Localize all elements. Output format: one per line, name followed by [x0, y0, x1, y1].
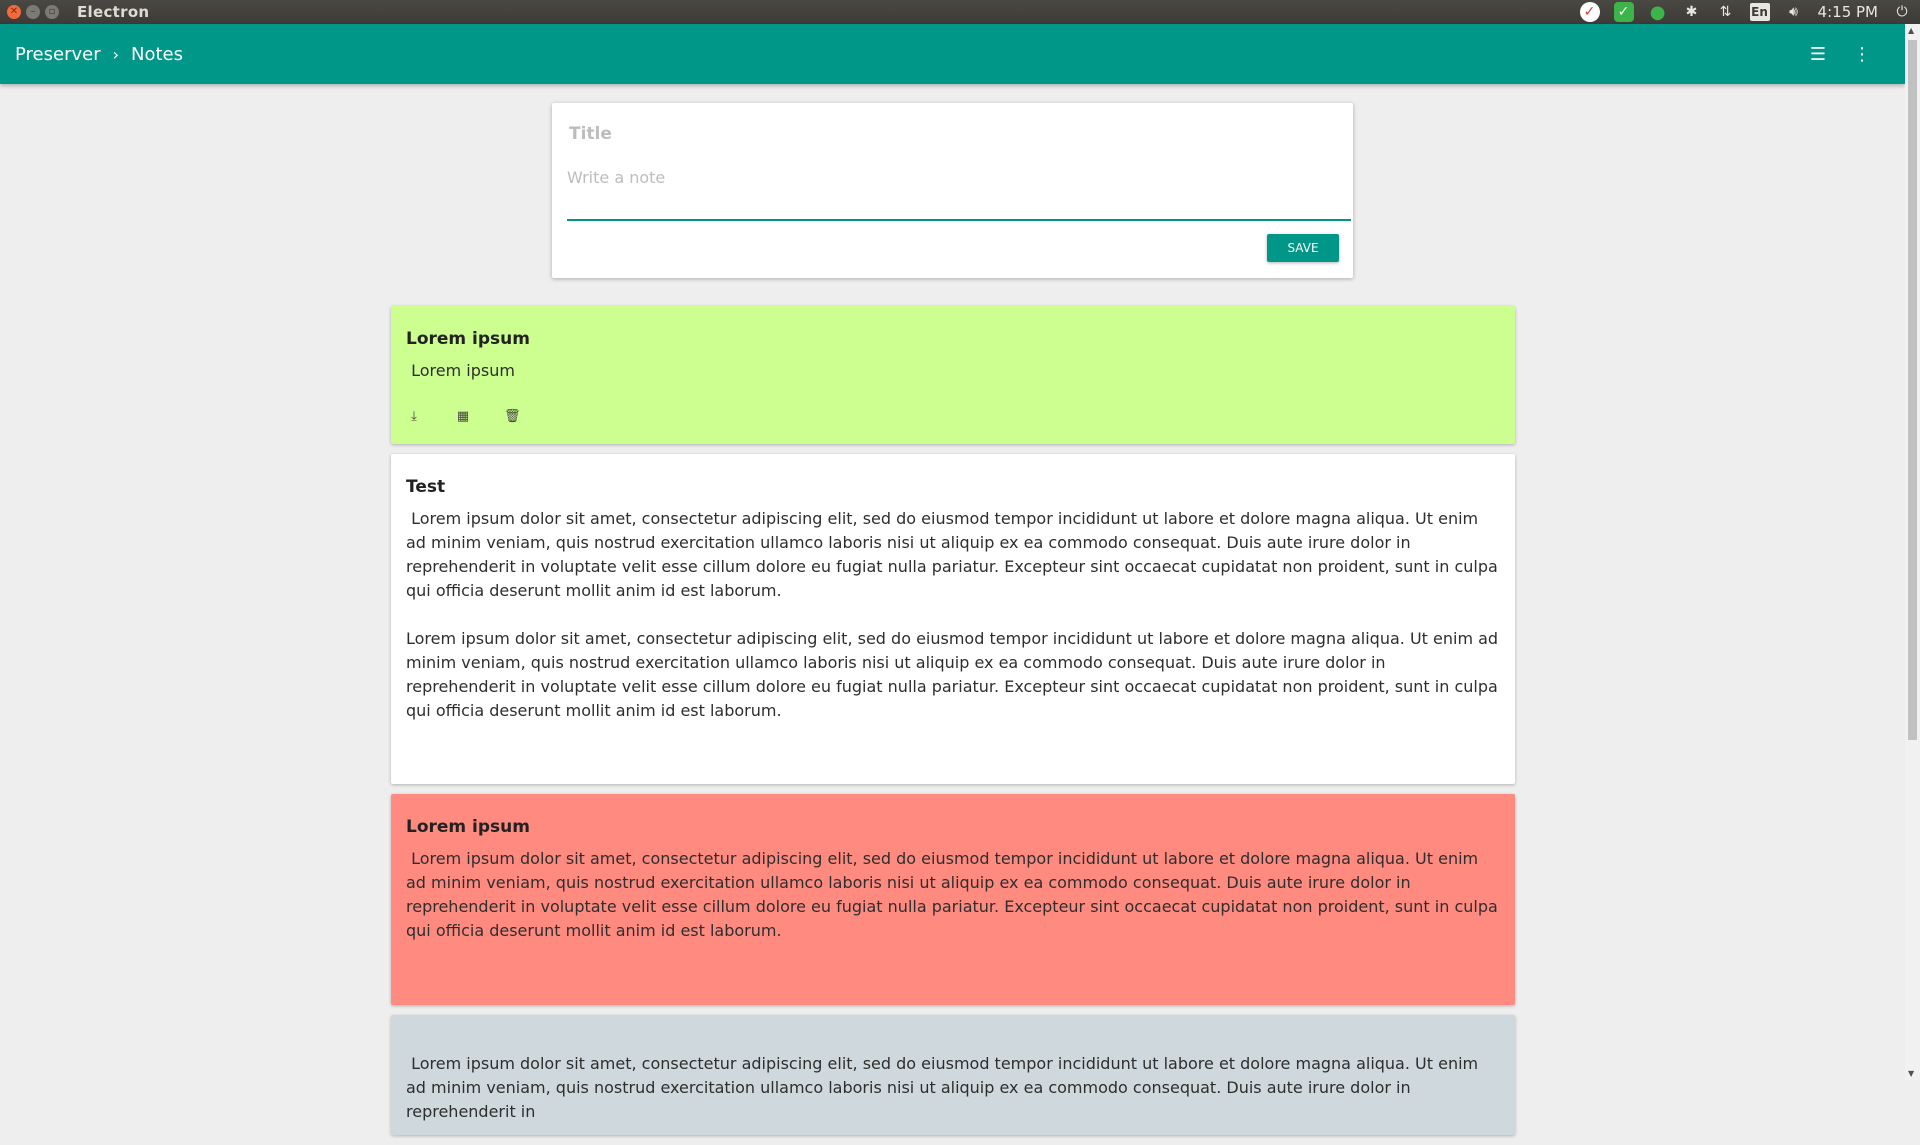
minimize-window-icon[interactable]: – — [26, 5, 40, 19]
sync-check-icon[interactable]: ✓ — [1614, 2, 1634, 22]
toolbar-actions — [1809, 44, 1871, 65]
leaf-icon[interactable]: ● — [1649, 1, 1666, 23]
clock[interactable]: 4:15 PM — [1817, 3, 1878, 21]
note-actions — [406, 409, 1500, 439]
download-icon[interactable]: ⤓ — [411, 409, 417, 424]
note-card[interactable] — [391, 306, 1515, 444]
note-body-input[interactable] — [567, 168, 1351, 221]
notes-list — [391, 306, 1515, 1145]
palette-grid-icon[interactable]: ▦ — [456, 409, 470, 424]
note-body: Lorem ipsum dolor sit amet, consectetur adipiscing elit, sed do eiusmod tempor incididunt ut labore et dolore magna aliqua. Ut enim ad minim veniam, quis nostrud exercitation ullamco laboris nisi ut aliquip ex ea commodo consequat. Duis aute irure dolor in reprehenderit in voluptate velit esse cillum dolore eu fugiat nulla pariatur. Excepteur sint occaecat cupidatat non proident, sunt in culpa qui officia deserunt mollit anim id est laborum. — [406, 849, 1503, 940]
scroll-down-arrow-icon[interactable]: ▼ — [1908, 1069, 1915, 1078]
chevron-right-icon: › — [112, 44, 120, 64]
trash-icon[interactable]: 🗑︎ — [504, 409, 521, 424]
more-vert-icon[interactable]: ⋮ — [1853, 43, 1871, 65]
window-title: Electron — [77, 3, 150, 21]
scroll-thumb[interactable] — [1908, 40, 1917, 740]
save-button[interactable]: SAVE — [1267, 234, 1339, 262]
system-tray — [1580, 0, 1912, 24]
note-title-input[interactable] — [567, 123, 1337, 145]
note-composer — [552, 103, 1353, 278]
maximize-window-icon[interactable]: ▫ — [45, 5, 59, 19]
close-window-icon[interactable]: ✕ — [7, 5, 21, 19]
vertical-scrollbar[interactable] — [1905, 24, 1920, 1080]
volume-icon[interactable]: 🔊︎ — [1789, 4, 1798, 20]
settings-gear-icon[interactable]: ✱ — [1685, 4, 1698, 20]
window-controls — [7, 5, 59, 19]
note-body: Lorem ipsum dolor sit amet, consectetur adipiscing elit, sed do eiusmod tempor incididunt ut labore et dolore magna aliqua. Ut enim ad minim veniam, quis nostrud exercitation ullamco laboris nisi ut aliquip ex ea commodo consequat. Duis aute irure dolor in reprehenderit in voluptate velit esse cillum dolore eu fugiat nulla pariatur. Excepteur sint occaecat cupidatat non proident, sunt in culpa qui officia deserunt mollit anim id est laborum. Lorem ipsum dolor sit amet, consectetur adipiscing elit, sed do eiusmod tempor incididunt ut labore et dolore magna aliqua. Ut enim ad minim veniam, quis nostrud exercitation ullamco laboris nisi ut aliquip ex ea commodo consequat. Duis aute irure dolor in reprehenderit in voluptate velit esse cillum dolore eu fugiat nulla pariatur. Excepteur sint occaecat cupidatat non proident, sunt in culpa qui officia deserunt mollit anim id est laborum. — [406, 509, 1499, 720]
menu-icon[interactable]: ☰ — [1809, 43, 1827, 65]
os-top-bar — [0, 0, 1920, 24]
note-body: Lorem ipsum dolor sit amet, consectetur adipiscing elit, sed do eiusmod tempor incididunt ut labore et dolore magna aliqua. Ut enim ad minim veniam, quis nostrud exercitation ullamco laboris nisi ut aliquip ex ea commodo consequat. Duis aute irure dolor in reprehenderit in — [406, 1054, 1484, 1121]
breadcrumb — [15, 44, 183, 65]
keyboard-language-indicator[interactable]: En — [1751, 5, 1768, 19]
note-title: Lorem ipsum — [406, 817, 530, 837]
todo-check-icon[interactable]: ✓ — [1580, 2, 1600, 22]
power-icon[interactable]: ⏻ — [1896, 4, 1908, 20]
app-toolbar — [0, 24, 1905, 84]
breadcrumb-current[interactable]: Notes — [131, 43, 184, 65]
note-title: Test — [406, 477, 446, 497]
breadcrumb-root[interactable]: Preserver — [15, 43, 101, 65]
note-title: Lorem ipsum — [406, 329, 530, 349]
note-card[interactable] — [391, 454, 1515, 784]
note-body: Lorem ipsum — [406, 361, 515, 380]
network-transfer-icon[interactable]: ⇅ — [1719, 4, 1732, 20]
note-card[interactable] — [391, 794, 1515, 1005]
note-card[interactable] — [391, 1015, 1515, 1135]
scroll-up-arrow-icon[interactable]: ▲ — [1908, 26, 1915, 35]
